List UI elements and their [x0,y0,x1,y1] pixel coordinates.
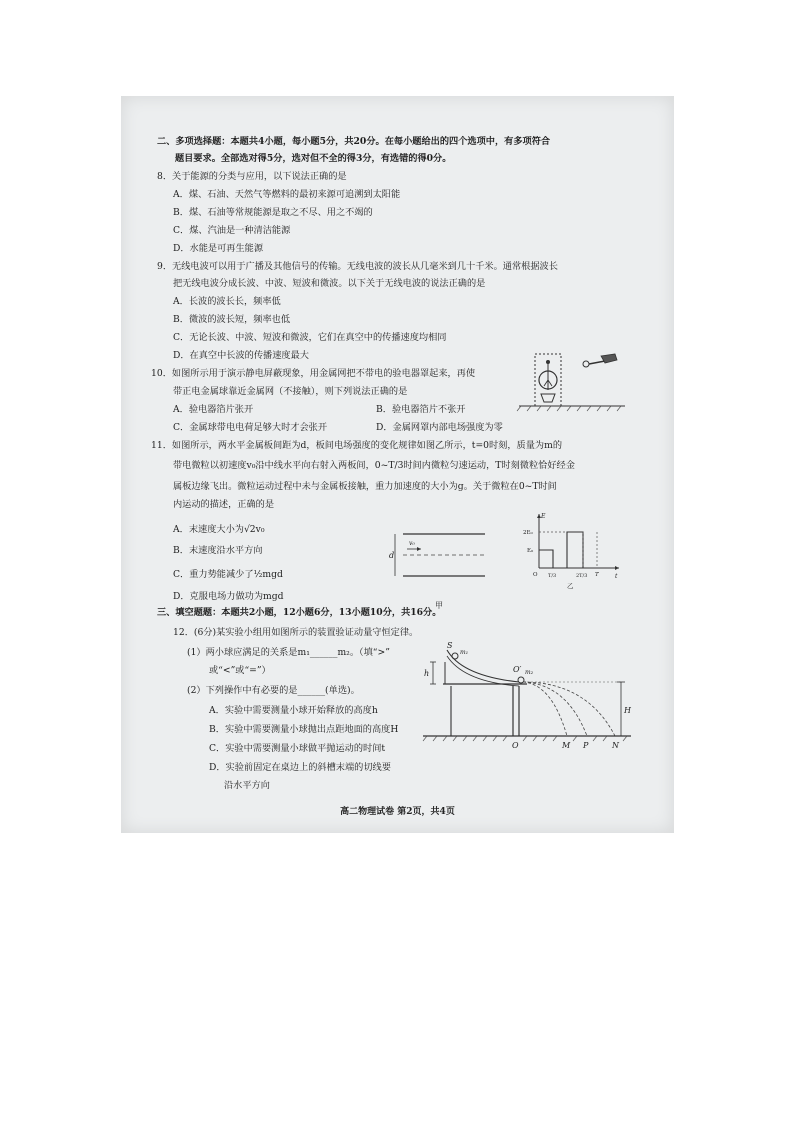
tick-t: T [595,572,599,578]
section-2-header-line-1: 二、多项选择题：本题共4小题，每小题5分，共20分。在每小题给出的四个选项中，有多项符合 [157,136,551,147]
q11-stem-line-2: 带电微粒以初速度v₀沿中线水平向右射入两板间，0~T/3时间内微粒匀速运动，T时刻微粒恰好经金 [173,460,575,471]
initial-velocity-label: v₀ [409,540,415,547]
q9-stem-line-2: 把无线电波分成长波、中波、短波和微波。以下关于无线电波的说法正确的是 [173,278,486,289]
q8-stem: 8．关于能源的分类与应用，以下说法正确的是 [157,171,347,182]
q11-e-t-graph [519,510,623,590]
label-s: S [447,641,453,650]
tick-2e0: 2E₀ [523,530,533,536]
q11-option-b: B．末速度沿水平方向 [173,545,263,556]
q10-option-d: D．金属网罩内部电场强度为零 [376,422,503,433]
tick-t-third: T/3 [548,573,557,579]
label-h: h [424,669,430,678]
q12-part-1-line-2: 或“<”或“=”） [209,665,271,676]
q12-part-1-line-1: (1）两小球应满足的关系是m₁______m₂。（填“>” [187,647,390,658]
figure-yi-caption: 乙 [567,582,574,590]
q9-stem-line-1: 9．无线电波可以用于广播及其他信号的传输。无线电波的波长从几毫米到几十千米。通常根据波长 [157,261,558,272]
q11-option-a: A．末速度大小为√2v₀ [173,524,265,535]
label-n: N [612,741,619,750]
q11-stem-line-4: 内运动的描述，正确的是 [173,499,275,510]
q11-stem-line-1: 11．如图所示，两水平金属板间距为d，板间电场强度的变化规律如图乙所示，t=0时刻，质量为m的 [151,440,563,451]
label-m: M [562,741,571,750]
label-m1: m₁ [460,649,469,656]
q8-option-c: C．煤、汽油是一种清洁能源 [173,225,291,236]
label-o: O [512,741,519,750]
section-2-header-line-2: 题目要求。全部选对得5分，选对但不全的得3分，有选错的得0分。 [175,153,452,164]
q12-option-c: C．实验中需要测量小球做平抛运动的时间t [209,743,386,754]
q10-stem-line-2: 带正电金属球靠近金属网（不接触），则下列说法正确的是 [173,386,408,397]
q11-plates-figure [387,524,491,584]
label-big-h: H [624,706,631,715]
label-p: P [583,741,589,750]
q11-option-d: D．克服电场力做功为mgd [173,591,284,602]
axis-e-label: E [541,513,546,520]
page-footer: 高二物理试卷 第2页，共4页 [340,807,455,817]
q12-option-d-line-2: 沿水平方向 [224,780,270,791]
q10-stem-line-1: 10．如图所示用于演示静电屏蔽现象，用金属网把不带电的验电器罩起来，再使 [151,368,476,379]
q10-option-a: A．验电器箔片张开 [173,404,254,415]
label-m2: m₂ [525,669,534,676]
q8-option-a: A．煤、石油、天然气等燃料的最初来源可追溯到太阳能 [173,189,401,200]
q12-stem: 12．(6分)某实验小组用如图所示的装置验证动量守恒定律。 [173,627,419,638]
q9-option-d: D．在真空中长波的传播速度最大 [173,350,309,361]
axis-t-label: t [615,573,618,580]
section-3-header: 三、填空题题：本题共2小题，12小题6分，13小题10分，共16分。 [157,607,442,618]
tick-two-t-third: 2T/3 [576,573,588,579]
q12-momentum-apparatus-figure [417,636,637,754]
tick-e0: E₀ [527,548,534,554]
q12-part-2: (2）下列操作中有必要的是______(单选)。 [187,685,360,696]
q9-option-a: A．长波的波长长，频率低 [173,296,281,307]
q12-option-d-line-1: D．实验前固定在桌边上的斜槽末端的切线要 [209,762,391,773]
q10-option-c: C．金属球带电电荷足够大时才会张开 [173,422,328,433]
q9-option-c: C．无论长波、中波、短波和微波，它们在真空中的传播速度均相同 [173,332,447,343]
q12-option-b: B．实验中需要测量小球抛出点距地面的高度H [209,724,399,735]
tick-origin: O [533,572,538,578]
figure-jia-caption: 甲 [435,601,443,610]
q8-option-b: B．煤、石油等常规能源是取之不尽、用之不竭的 [173,207,373,218]
q10-option-b: B．验电器箔片不张开 [376,404,466,415]
q11-option-c: C．重力势能减少了½mgd [173,569,283,580]
q8-option-d: D．水能是可再生能源 [173,243,264,254]
plate-gap-label: d [389,551,395,560]
q10-electroscope-figure [515,350,627,414]
scanned-exam-page [121,96,674,833]
q12-option-a: A．实验中需要测量小球开始释放的高度h [209,705,378,716]
q9-option-b: B．微波的波长短，频率也低 [173,314,291,325]
q11-stem-line-3: 属板边缘飞出。微粒运动过程中未与金属板接触，重力加速度的大小为g。关于微粒在0~T时间 [173,481,557,492]
label-o-prime: O′ [513,665,522,674]
